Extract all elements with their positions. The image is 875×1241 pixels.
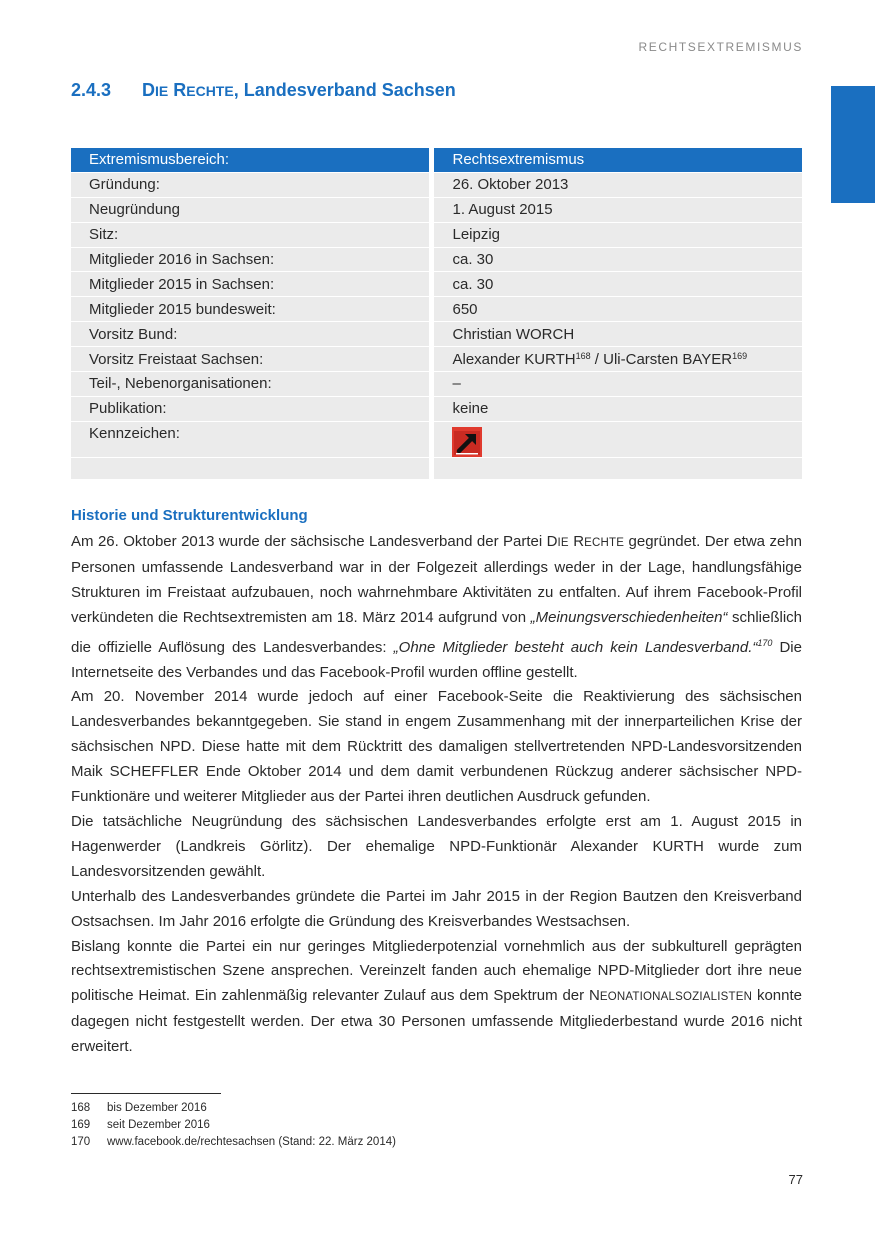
row-label: Vorsitz Bund: (71, 322, 434, 347)
text-run: schließlich die offizielle Auflösung des Landesverbandes: (71, 608, 803, 656)
table-row (71, 272, 802, 297)
table-row (71, 297, 802, 322)
table-row (71, 198, 802, 223)
footnotes (71, 1100, 396, 1151)
term-initial: N (589, 987, 600, 1005)
footnote-ref-169: 169 (732, 350, 748, 361)
row-value: 1. August 2015 (434, 198, 802, 223)
footnote-ref-168: 168 (575, 350, 591, 361)
footnote (71, 1134, 396, 1151)
row-value-empty (434, 458, 802, 480)
title-rest: , Landesverband Sachsen (233, 80, 456, 100)
history-body (71, 530, 802, 1060)
row-value: 26. Oktober 2013 (434, 173, 802, 198)
row-label: Sitz: (71, 223, 434, 248)
party-name-initial: D (546, 533, 558, 550)
row-label: Publikation: (71, 397, 434, 422)
paragraph: Die tatsächliche Neugründung des sächsischen Landesverbandes erfolgte erst am 1. August 2015 in Hagenwerder (Landkreis Görlitz). Der ehemalige NPD-Funktionär Alexander KURTH wurde zum Landesvorsitzenden gewählt. (71, 812, 802, 880)
text-run: Bislang konnte die Partei ein nur geringes Mitgliederpotenzial vornehmlich aus der subkulturell geprägten rechtsextremistischen Szene ansprechen. Vereinzelt fanden auch ehemalige NPD-Mitglieder dort ihre neue politische Heimat. Ein zahlenmäßig relevanter Zulauf aus dem Spektrum der (71, 937, 802, 1005)
text-run: Am 26. Oktober 2013 wurde der sächsische Landesverband der Partei (71, 533, 547, 550)
history-heading: Historie und Strukturentwicklung (71, 507, 308, 524)
table-header-row (71, 148, 802, 173)
title-party-initial-2: R (173, 80, 187, 100)
paragraph: Am 20. November 2014 wurde jedoch auf einer Facebook-Seite die Reaktivierung des sächsischen Landesverbandes bekanntgegeben. Sie stand in engem Zusammenhang mit der innerparteilichen Krise der sächsischen NPD. Diese hatte mit dem Rücktritt des damaligen stellvertretenden NPD-Landesvorsitzenden Maik SCHEFFLER Ende Oktober 2014 und dem damit verbundenen Rückzug anderer sächsischer NPD-Funktionäre und weiterer Mitglieder aus der Partei ihren deutlichen Ausdruck gefunden. (71, 688, 802, 806)
section-number: 2.4.3 (71, 80, 112, 100)
row-label: Teil-, Nebenorganisationen: (71, 372, 434, 397)
party-name-initial: R (573, 533, 585, 550)
table-row (71, 347, 802, 372)
chair-name-1: Alexander KURTH (452, 350, 576, 368)
footnote-number: 168 (71, 1102, 91, 1114)
table-row-empty (71, 458, 802, 480)
page-number: 77 (788, 1172, 803, 1187)
text-run: Die Internetseite des Verbandes und das Facebook-Profil wurden offline gestellt. (71, 638, 802, 681)
title-party-initial-1: D (142, 80, 155, 100)
row-label: Gründung: (71, 173, 434, 198)
text-run: gegründet. Der etwa zehn Personen umfassende Landesverband war in der Folgezeit allerdings weder in der Lage, handlungsfähige Strukturen im Freistaat aufzubauen, noch wahrnehmbare Aktivitäten zu entfalten. Auf ihrem Facebook-Profil verkündeten die Rechtsextremisten am 18. März 2014 aufgrund von (71, 533, 803, 626)
row-label: Neugründung (71, 198, 434, 223)
facts-table (71, 148, 802, 480)
quote: „Meinungsverschiedenheiten“ (530, 608, 728, 626)
table-row (71, 173, 802, 198)
row-value: keine (434, 397, 802, 422)
text-run: konnte dagegen nicht festgestellt werden. Der etwa 30 Personen umfassende Mitgliederbestand wurde 2016 nicht erweitert. (71, 987, 802, 1056)
party-name-smallcaps: ECHTE (584, 537, 625, 549)
footnote-divider (71, 1093, 221, 1094)
table-row (71, 223, 802, 248)
party-name-smallcaps: IE (557, 537, 569, 549)
footnote-ref-170: 170 (757, 637, 773, 648)
table-row (71, 322, 802, 347)
row-label: Mitglieder 2016 in Sachsen: (71, 248, 434, 273)
chapter-tab-marker (831, 86, 875, 203)
table-header-value: Rechtsextremismus (434, 148, 802, 173)
footnote (71, 1117, 396, 1134)
party-logo-arrow-icon (452, 427, 482, 457)
row-value (434, 347, 802, 372)
footnote-text: www.facebook.de/rechtesachsen (Stand: 22. März 2014) (107, 1136, 396, 1148)
paragraph (71, 935, 802, 1061)
running-head: RECHTSEXTREMISMUS (638, 40, 803, 54)
quote: „Ohne Mitglieder besteht auch kein Landesverband.“ (393, 638, 758, 656)
footnote (71, 1100, 396, 1117)
term-smallcaps: EONATIONALSOZIALISTEN (599, 991, 753, 1004)
chair-name-2: Uli-Carsten BAYER (603, 350, 733, 368)
row-label: Vorsitz Freistaat Sachsen: (71, 347, 434, 372)
footnote-text: seit Dezember 2016 (107, 1119, 210, 1131)
table-header-label: Extremismusbereich: (71, 148, 434, 173)
table-row (71, 372, 802, 397)
row-value: – (434, 372, 802, 397)
row-value: ca. 30 (434, 272, 802, 297)
row-value (434, 422, 802, 458)
paragraph: Unterhalb des Landesverbandes gründete die Partei im Jahr 2015 in der Region Bautzen den Kreisverband Ostsachsen. Im Jahr 2016 erfolgte die Gründung des Kreisverbandes Westsachsen. (71, 887, 802, 930)
row-label-empty (71, 458, 434, 480)
row-value: 650 (434, 297, 802, 322)
table-row (71, 422, 802, 458)
row-value: Leipzig (434, 223, 802, 248)
title-party-smallcaps-2: ECHTE (186, 83, 234, 99)
row-label: Kennzeichen: (71, 422, 434, 458)
title-party-smallcaps-1: IE (155, 83, 169, 99)
table-row (71, 248, 802, 273)
footnote-number: 169 (71, 1119, 91, 1131)
footnote-number: 170 (71, 1136, 91, 1148)
footnote-text: bis Dezember 2016 (107, 1102, 207, 1114)
row-value: ca. 30 (434, 248, 802, 273)
row-value: Christian WORCH (434, 322, 802, 347)
table-row (71, 397, 802, 422)
section-title (71, 80, 456, 101)
row-label: Mitglieder 2015 bundesweit: (71, 297, 434, 322)
row-label: Mitglieder 2015 in Sachsen: (71, 272, 434, 297)
paragraph (71, 530, 802, 685)
chair-separator: / (590, 350, 604, 368)
